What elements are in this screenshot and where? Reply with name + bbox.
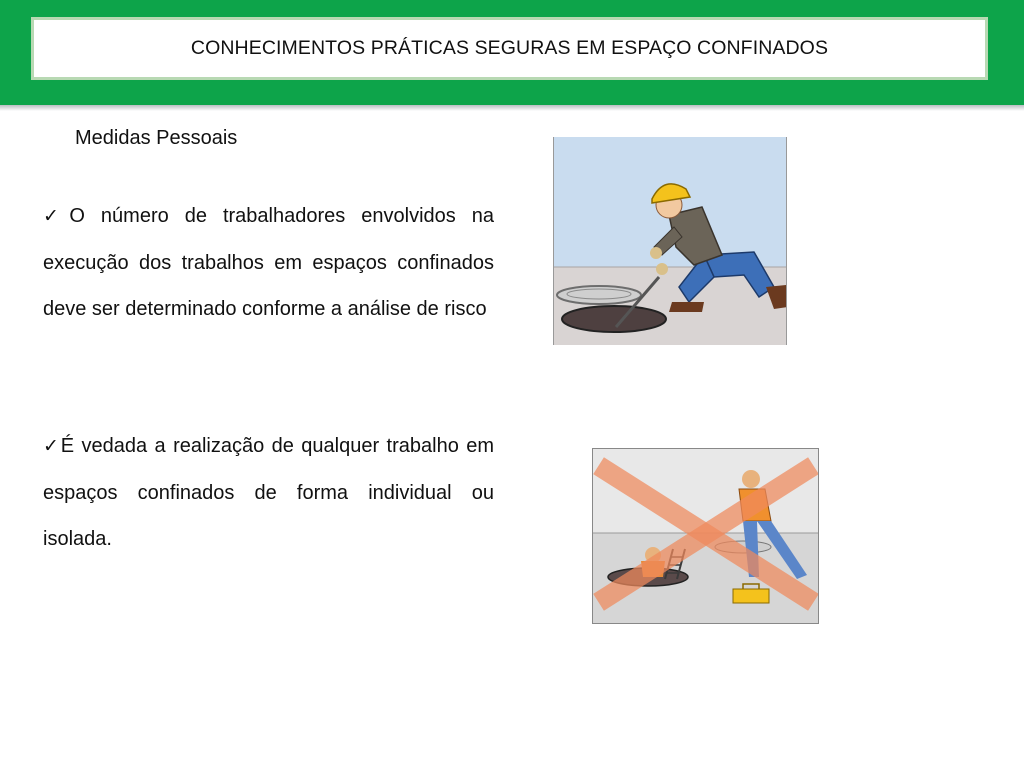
header-shadow <box>0 105 1024 111</box>
title-box <box>31 17 988 80</box>
bullet-text-1: O número de trabalhadores envolvidos na execução dos trabalhos em espaços confinados deve ser determinado conforme a análise de risco <box>43 205 494 320</box>
section-subtitle: Medidas Pessoais <box>75 127 238 149</box>
worker-at-manhole-figure <box>553 137 787 345</box>
bullet-text-2: É vedada a realização de qualquer trabalho em espaços confinados de forma individual ou isolada. <box>43 435 494 550</box>
check-icon: ✓ <box>43 205 70 227</box>
prohibited-solo-work-figure <box>592 448 819 624</box>
bullet-item-2 <box>43 423 494 563</box>
slide-title: CONHECIMENTOS PRÁTICAS SEGURAS EM ESPAÇO CONFINADOS <box>190 37 829 59</box>
prohibited-solo-entry-illustration <box>593 449 818 623</box>
worker-kneeling-at-manhole-illustration <box>554 137 787 345</box>
bullet-item-1 <box>43 193 494 333</box>
check-icon: ✓ <box>43 435 61 457</box>
